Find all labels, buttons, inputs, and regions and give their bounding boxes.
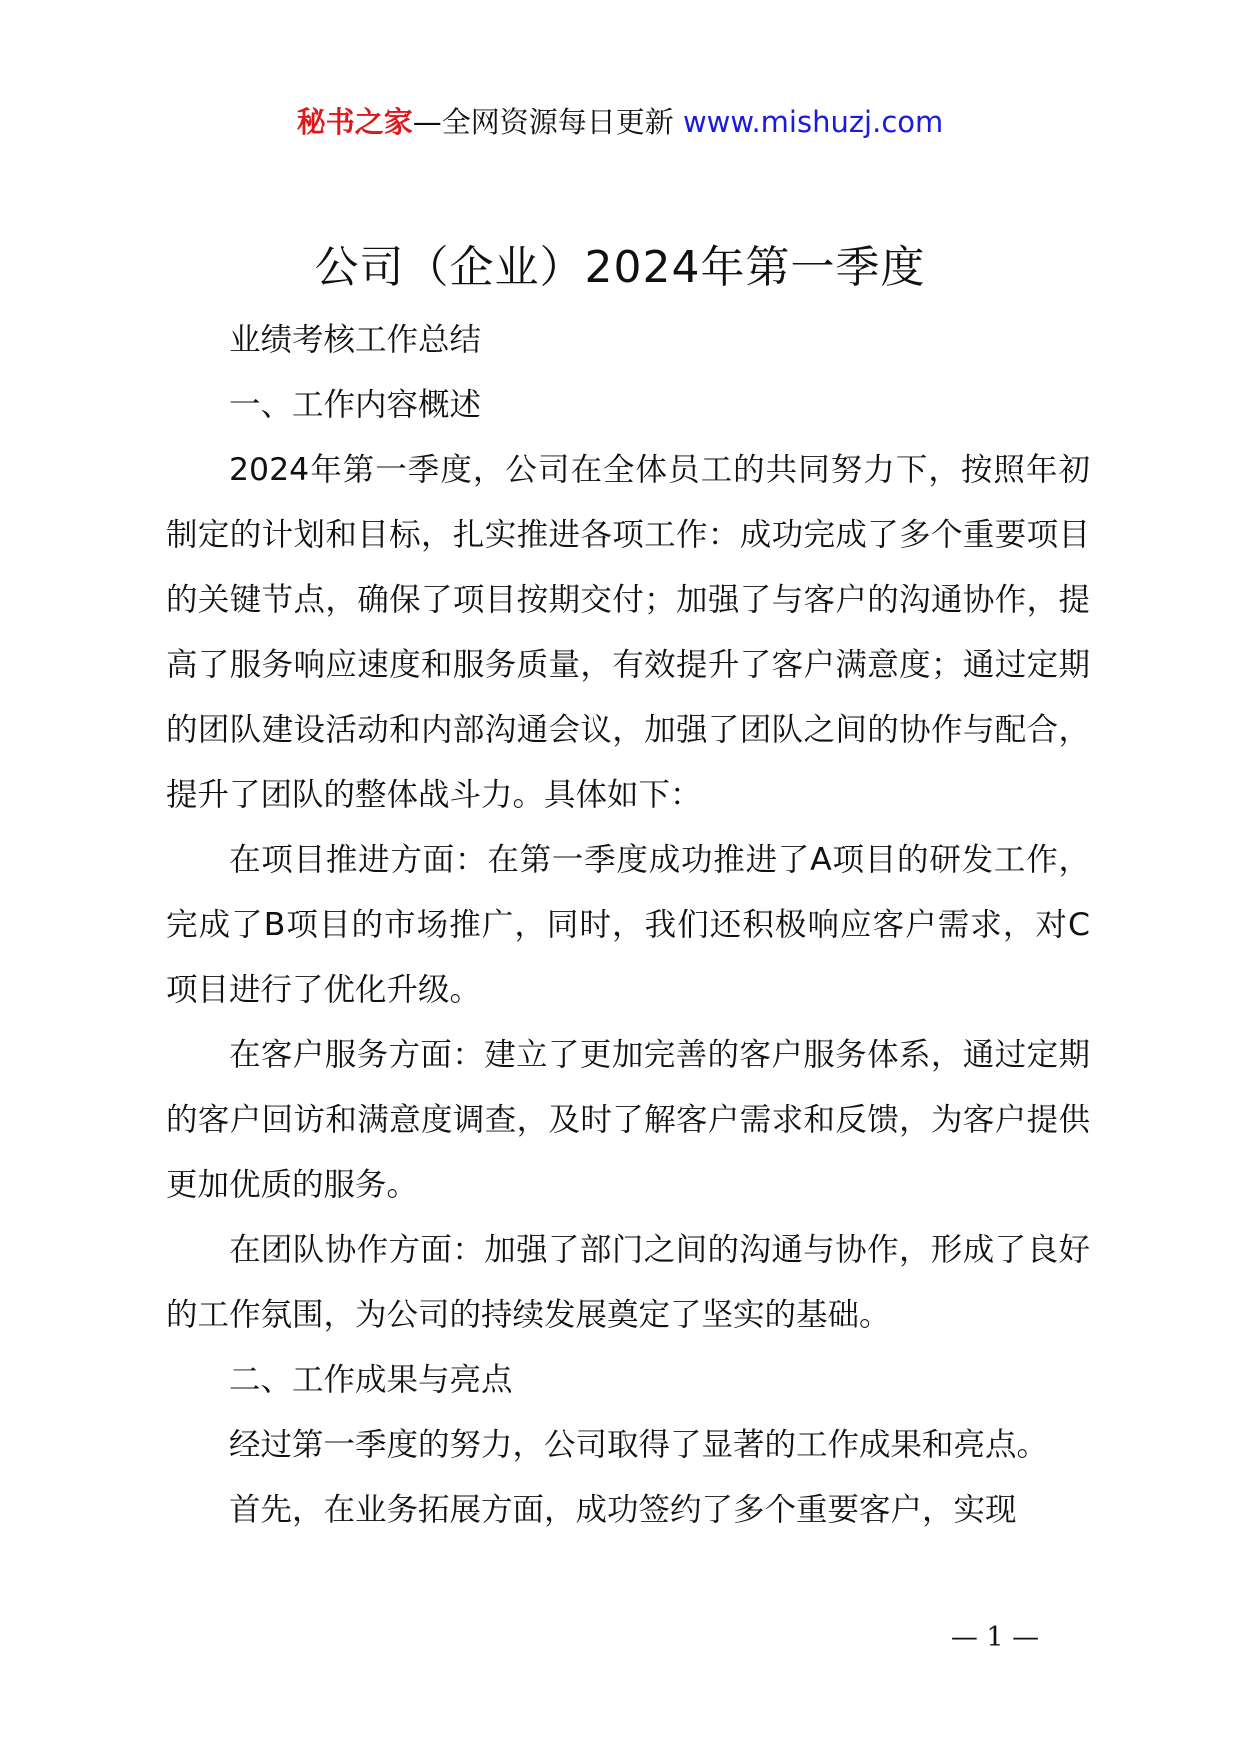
site-url-link[interactable]: www.mishuzj.com — [682, 105, 944, 139]
body-paragraph: 经过第一季度的努力，公司取得了显著的工作成果和亮点。 — [229, 1427, 1049, 1463]
section-heading-1: 一、工作内容概述 — [229, 387, 482, 423]
document-body — [166, 308, 1090, 1543]
body-paragraph: 在项目推进方面：在第一季度成功推进了A项目的研发工作，完成了B项目的市场推广，同时，我们还积极响应客户需求，对C项目进行了优化升级。 — [166, 842, 1090, 1008]
banner-tagline: —全网资源每日更新 — [412, 105, 674, 139]
body-paragraph: 首先，在业务拓展方面，成功签约了多个重要客户，实现 — [229, 1492, 1017, 1528]
body-paragraph: 在团队协作方面：加强了部门之间的沟通与协作，形成了良好的工作氛围，为公司的持续发展奠定了坚实的基础。 — [166, 1232, 1090, 1333]
document-title: 公司（企业）2024年第一季度 — [314, 242, 926, 293]
brand-name: 秘书之家 — [296, 105, 413, 139]
body-paragraph: 2024年第一季度，公司在全体员工的共同努力下，按照年初制定的计划和目标，扎实推进各项工作：成功完成了多个重要项目的关键节点，确保了项目按期交付；加强了与客户的沟通协作，提高了服务响应速度和服务质量，有效提升了客户满意度；通过定期的团队建设活动和内部沟通会议，加强了团队之间的协作与配合，提升了团队的整体战斗力。具体如下： — [166, 452, 1090, 813]
section-heading-2: 二、工作成果与亮点 — [229, 1362, 513, 1398]
page-number: — 1 — — [950, 1622, 1040, 1653]
site-banner — [0, 102, 1240, 142]
subtitle-paragraph: 业绩考核工作总结 — [229, 322, 482, 358]
body-paragraph: 在客户服务方面：建立了更加完善的客户服务体系，通过定期的客户回访和满意度调查，及时了解客户需求和反馈，为客户提供更加优质的服务。 — [166, 1037, 1090, 1203]
